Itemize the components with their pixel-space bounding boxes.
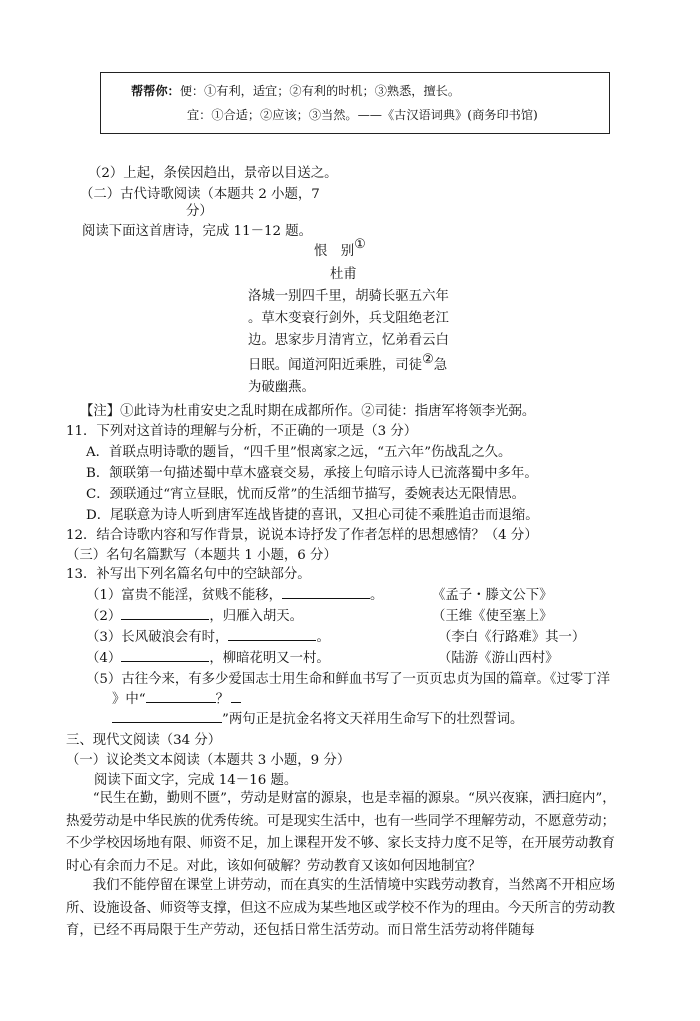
q13-item-5-line-2 [112, 688, 241, 707]
q13-item-3-end: 。 [316, 630, 330, 645]
q13-item-4 [86, 647, 330, 666]
q11-option-d: D．尾联意为诗人听到唐军连战皆捷的喜讯，又担心司徒不乘胜追击而退缩。 [86, 508, 539, 523]
q13-item-1-source: 《孟子・滕文公下》 [432, 588, 553, 603]
q13-item-1-blank[interactable] [282, 586, 370, 599]
hint-bian: 便：①有利，适宜；②有利的时机；③熟悉，擅长。 [179, 84, 461, 98]
poem-note: 【注】①此诗为杜甫安史之乱时期在成都所作。②司徒：指唐军将领李光弼。 [80, 404, 536, 419]
vocabulary-hint-box [100, 72, 610, 134]
poem-line-2: 。草木变衰行剑外，兵戈阻绝老江 [248, 311, 449, 326]
poem-instruction: 阅读下面这首唐诗，完成 11－12 题。 [82, 224, 313, 239]
q13-item-5-blank-2[interactable] [112, 710, 222, 723]
q13-item-5-quote-open: 》中“ [112, 692, 146, 707]
passage-paragraph-1: “民生在勤，勤则不匮”，劳动是财富的源泉，也是幸福的源泉。“夙兴夜寐，洒扫庭内”，热爱劳动是中华民族的优秀传统。可是现实生活中，也有一些同学不理解劳动，不愿意劳动；不少学校因场地有限、师资不足，加上课程开发不够、家长支持力度不足等，在开展劳动教育时心有余而力不足。对此，该如何破解？劳动教育又该如何因地制宜？ [66, 791, 616, 874]
poem-title-text: 恨 别 [314, 244, 355, 259]
q13-item-2-blank[interactable] [121, 607, 209, 620]
poem-line-5: 为破幽燕。 [248, 380, 315, 395]
q13-item-3-text: （3）长风破浪会有时， [86, 630, 229, 645]
poem-title-footnote-mark: ① [354, 237, 366, 252]
section3-heading: （三）名句名篇默写（本题共 1 小题，6 分） [66, 548, 337, 563]
poem-line-4-text: 日眠。闻道河阳近乘胜，司徒 [248, 358, 423, 373]
passage-paragraph-2: 我们不能停留在课堂上讲劳动，而在真实的生活情境中实践劳动教育，当然离不开相应场所、设施设备、师资等支撑，但这不应成为某些地区或学校不作为的理由。今天所言的劳动教育，已经不再局限于生产劳动，还包括日常生活劳动。而日常生活劳动将伴随每 [66, 878, 616, 938]
section2-heading-cont: 分） [186, 204, 213, 219]
part3-subheading: （一）议论类文本阅读（本题共 3 小题，9 分） [66, 753, 351, 768]
q13-item-1 [86, 584, 383, 603]
q13-item-4-blank[interactable] [121, 649, 209, 662]
q11-option-c: C．颈联通过“宵立昼眠，忧而反常”的生活细节描写，委婉表达无限情思。 [86, 487, 526, 502]
q13-item-3-blank[interactable] [228, 628, 316, 641]
hint-yi: 宜：①合适；②应该；③当然。——《古汉语词典》(商务印书馆) [187, 108, 538, 122]
poem-line-1: 洛城一别四千里，胡骑长驱五六年 [248, 289, 449, 304]
q13-item-5-line-3 [112, 708, 523, 727]
passage-instruction: 阅读下面文字，完成 14－16 题。 [94, 773, 298, 788]
q13-item-1-end: 。 [370, 588, 384, 603]
q12-stem: 12．结合诗歌内容和写作背景，说说本诗抒发了作者怎样的思想感情？（4 分） [66, 528, 538, 543]
q13-item-3 [86, 626, 330, 645]
q11-stem: 11．下列对这首诗的理解与分析，不正确的一项是（3 分） [66, 424, 418, 439]
q13-item-2-num: （2） [86, 609, 122, 624]
poem-line-3: 边。思家步月清宵立，忆弟看云白 [248, 333, 449, 348]
q10-translation-line-2: （2）上起，条侯因趋出，景帝以目送之。 [88, 166, 338, 181]
poem-line-4 [248, 354, 447, 373]
q13-item-2 [86, 605, 303, 624]
poem-author: 杜甫 [330, 267, 357, 282]
q11-option-b: B．颔联第一句描述蜀中草木盛衰交易，承接上句暗示诗人已流落蜀中多年。 [86, 466, 538, 481]
q13-item-4-text: ，柳暗花明又一村。 [209, 651, 330, 666]
q13-item-4-source: （陆游《游山西村》 [438, 651, 559, 666]
q13-item-4-num: （4） [86, 651, 122, 666]
part3-heading: 三、现代文阅读（34 分） [66, 733, 222, 748]
q13-item-2-text: ，归雁入胡天。 [209, 609, 304, 624]
section2-heading: （二）古代诗歌阅读（本题共 2 小题，7 [80, 187, 320, 202]
q13-stem: 13．补写出下列名篇名句中的空缺部分。 [66, 567, 311, 582]
q13-item-5-blank-1[interactable] [146, 690, 216, 703]
q13-item-5-line-1: （5）古往今来，有多少爱国志士用生命和鲜血书写了一页页忠贞为国的篇章。《过零丁洋 [86, 672, 611, 687]
q13-item-5-end: ”两句正是抗金名将文天祥用生命写下的壮烈誓词。 [222, 712, 524, 727]
poem-line-4-end: 急 [433, 358, 448, 373]
q11-option-a: A．首联点明诗歌的题旨，“四千里”恨离家之远，“五六年”伤战乱之久。 [86, 445, 512, 460]
q13-item-1-text: （1）富贵不能淫，贫贱不能移， [86, 588, 282, 603]
q13-item-2-source: （王维《使至塞上》 [432, 609, 553, 624]
q13-item-5-question: ？ [215, 692, 230, 707]
poem-footnote-mark-2: ② [422, 352, 434, 367]
hint-line-1 [131, 82, 460, 99]
q13-item-5-blank-1-tail [231, 690, 241, 703]
hint-label: 帮帮你： [131, 84, 180, 98]
poem-title [314, 237, 366, 259]
q13-item-3-source: （李白《行路难》其一） [438, 630, 586, 645]
